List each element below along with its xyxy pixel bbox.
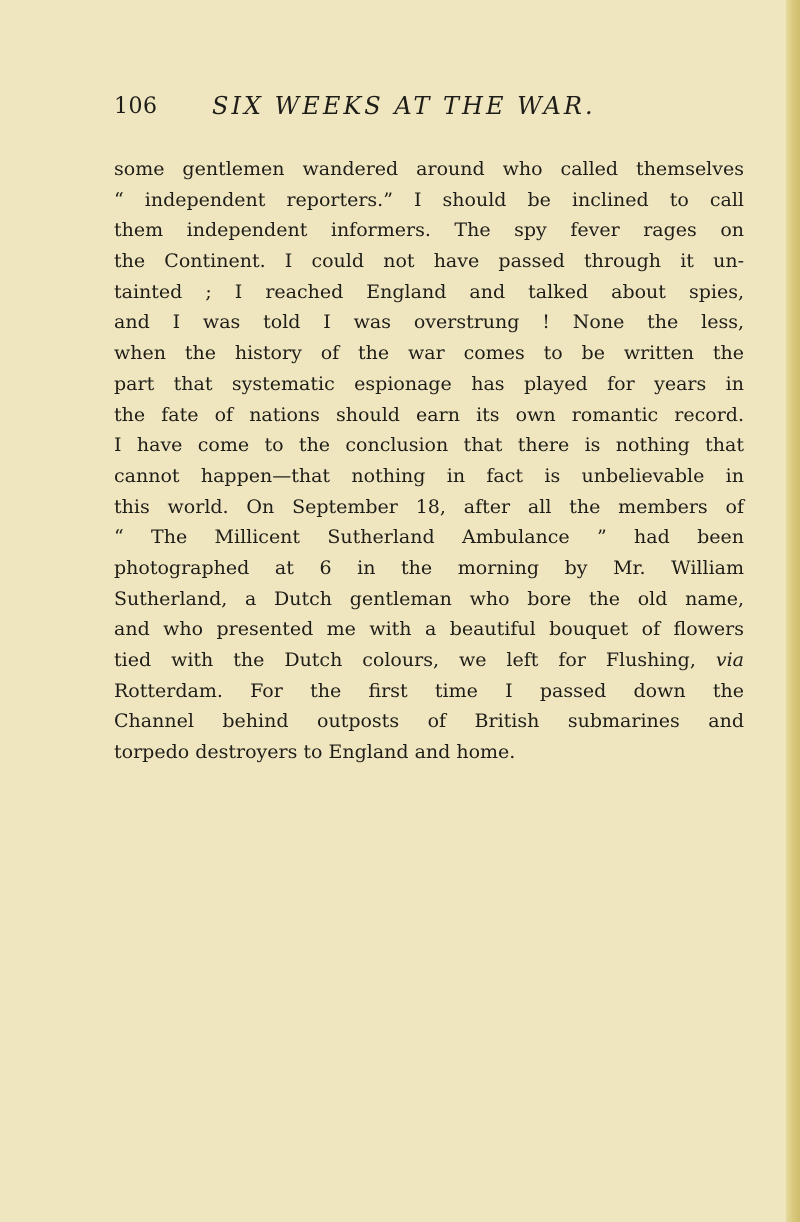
page-edge [786,0,800,1222]
italic-via: via [715,649,744,671]
text-line-7: when the history of the war comes to be written the [114,342,744,365]
text-line-20: torpedo destroyers to England and home. [114,741,516,764]
text-line-16: and who presented me with a beautiful bouquet of flowers [114,618,744,641]
body-text [114,154,744,768]
text-line-9: the fate of nations should earn its own romantic record. [114,403,744,426]
text-line-14: photographed at 6 in the morning by Mr. William [114,556,744,579]
text-line-1: some gentlemen wandered around who called themselves [114,158,744,180]
text-line-4: the Continent. I could not have passed through it un- [114,250,744,273]
text-line-19: Channel behind outposts of British submarines and [114,710,744,733]
text-line-15: Sutherland, a Dutch gentleman who bore the old name, [114,587,744,610]
text-line-12: this world. On September 18, after all the members of [114,495,744,518]
page-number: 106 [114,94,158,119]
text-line-8: part that systematic espionage has played for years in [114,372,744,395]
text-line-2: “ independent reporters.” I should be inclined to call [114,188,744,211]
text-line-17-main: tied with the Dutch colours, we left for Flushing, [114,649,696,671]
text-line-17 [114,645,744,676]
text-line-6: and I was told I was overstrung ! None the less, [114,311,744,334]
text-line-18: Rotterdam. For the first time I passed down the [114,679,744,702]
running-title: SIX WEEKS AT THE WAR. [212,92,596,120]
page-header [0,92,800,132]
text-line-10: I have come to the conclusion that there is nothing that [114,434,744,457]
text-line-3: them independent informers. The spy fever rages on [114,219,744,242]
text-line-13: “ The Millicent Sutherland Ambulance ” had been [114,526,744,549]
text-line-5: tainted ; I reached England and talked about spies, [114,280,744,303]
text-line-11: cannot happen—that nothing in fact is unbelievable in [114,464,744,487]
